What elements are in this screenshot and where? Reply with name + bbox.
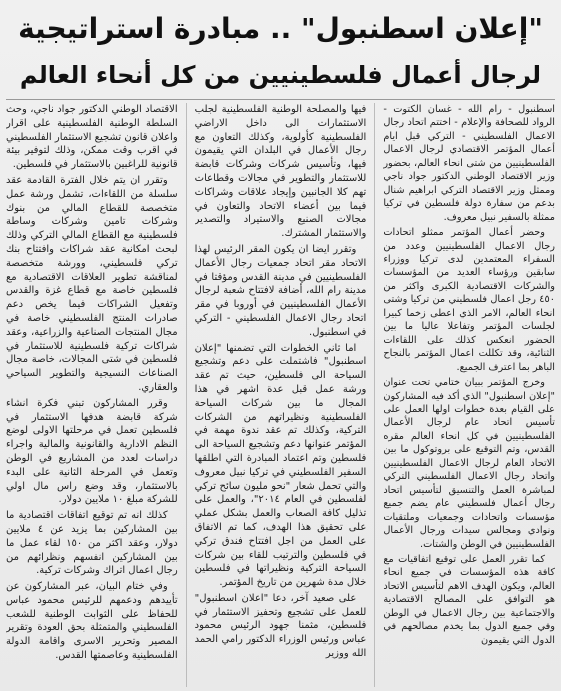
article-paragraph: كما تقرر العمل على توقيع اتفاقيات مع كافة هذه المؤسسات في جميع انحاء العالم، ويكون الهدف الاهم لتأسيس الاتحاد هو التوافق على المصالح الاقتصادية والاجتماعية بين رجال الاعمال في الوطن وفي جميع الدول بما يخدم مصالحهم في الدول التي يقيمون xyxy=(383,553,555,646)
article-paragraph: وقرر المشاركون تبني فكرة انشاء شركة قابضة هدفها الاستثمار في فلسطين تعمل في مرحلتها الاولى لوضع النظم الادارية والقانونية والمالية واجراء دراسات لعدد من المشاريع في الوطن وتعمل في المرحلة الثانية على البدء بالاستثمار، وقد وضع راس مال اولي للشركة مبلغ ١٠ ملايين دولار. xyxy=(5,397,178,506)
article-paragraph: الاقتصاد الوطني الدكتور جواد ناجي، وحث السلطة الوطنية الفلسطينية على اقرار واعلان قانون تشجيع الاستثمار الفلسطيني في اقرب وقت ممكن، وذلك لتوفير بيئة قانونية للراغبين بالاستثمار في فلسطين. xyxy=(5,104,178,171)
headline-line-1: "إعلان اسطنبول" .. مبادرة استراتيجية xyxy=(18,12,543,45)
headline-line-2: لرجال أعمال فلسطينيين من كل أنحاء العالم xyxy=(19,61,542,89)
article-paragraph: اسطنبول - رام الله - غسان الكتوت - الرواد للصحافة والإعلام - اختتم اتحاد رجال الاعمال الفلسطيني - التركي قبل ايام أعمال المؤتمر الاقتصادي لرجال الاعمال الفلسطينيين من شتى انحاء العالم، بحضور وزير الاقتصاد الوطني الدكتور جواد ناجي وممثل وزير الاقتصاد التركي ابراهيم شنال بدعم من سفارة دولة فلسطين في تركيا ممثلة بالسفير نبيل معروف. xyxy=(383,104,555,223)
article-paragraph: اما ثاني الخطوات التي تضمنها "إعلان اسطنبول" فاشتملت على دعم وتشجيع السياحة الى فلسطين، حيث تم عقد ورشة عمل قبل عدة اشهر في هذا المجال ما بين شركات السياحة الفلسطينية ونظيراتهم من الشركات التركية، وكذلك تم عقد ندوة مهمة في المؤتمر عنوانها دعم وتشجيع السياحة الى فلسطين وتم اعتماد المبادرة التي اطلقها السفير الفلسطيني في تركيا نبيل معروف والتي تحمل شعار "نحو مليون سائح تركي لفلسطين في العام ٢٠١٤"، والعمل على تذليل كافة الصعاب والعمل بشكل عملي على تحقيق هذا الهدف، كما تم الاتفاق على العمل من اجل افتتاح فندق تركي في فلسطين والترتيب للقاء بين شركات السياحة التركية ونظيراتها في فلسطين خلال مدة شهرين من تاريخ المؤتمر. xyxy=(194,342,367,589)
article-column-2 xyxy=(195,103,367,687)
article-paragraph: وتقرر ايضا ان يكون المقر الرئيس لهذا الاتحاد مقر اتحاد جمعيات رجال الأعمال الفلسطينيين في مدينة القدس ومؤقتا في مدينة رام الله، أضافة لافتتاح شعبة لرجال الأعمال الفلسطينيين في أوروبا في مقر اتحاد رجال الاعمال الفلسطيني - التركي في اسطنبول. xyxy=(194,243,367,338)
article-paragraph: وحضر أعمال المؤتمر ممثلو اتحادات رجال الاعمال الفلسطينيين وعدد من السفراء المعتمدين لدى تركيا ووزراء سابقين ورؤساء العديد من المؤسسات والشركات الاقتصادية الكبرى واكثر من ٤٥٠ رجل اعمال فلسطيني من تركيا وشتى انحاء العالم، الامر الذي اعطى زخما كبيرا لجلسات المؤتمر وتفاعلا عاليا ما بين الحضور انعكس كذلك على اللقاءات الثنائية، وقد تكللت اعمال المؤتمر بالنجاح الباهر بما اعترف الجميع. xyxy=(383,227,555,373)
article-paragraph: فيها والمصلحة الوطنية الفلسطينية لجلب الاستثمارات الى داخل الاراضي الفلسطينية كأولوية، وكذلك التعاون مع رجال الأعمال في البلدان التي يقيمون فيها، وتأسيس شركات وشركات قابضة للاستثمار والتطوير في مجالات وقطاعات تهم كلا الجانبين وإيجاد علاقات وشراكات فيما بين أعضاء الاتحاد والتعاون في مجالات الصنيع والاستيراد والتصدير والاستثمار المشترك. xyxy=(194,104,367,240)
article-paragraph: وخرج المؤتمر ببيان ختامي تحت عنوان "إعلان اسطنبول" الذي أكد فيه المشاركون على القيام بعدة خطوات اولها العمل على تأسيس اتحاد عام لرجال الأعمال الفلسطينيين في كل انحاء العالم مقره القدس، وتم التوقيع على بروتوكول ما بين الاتحاد العام لرجال الاعمال الفلسطينيين واتحاد رجال الاعمال الفلسطيني التركي لمباشرة العمل والتنسيق لتأسيس اتحاد رجال أعمال فلسطيني عام يضم جميع مؤسسات واتحادات وجمعيات وملتقيات ونوادي ومجالس سيدات ورجال الأعمال الفلسطينيين في الوطن والشتات. xyxy=(383,377,555,550)
article-paragraph: وتقرر ان يتم خلال الفترة القادمة عقد سلسلة من اللقاءات، تشمل ورشة عمل متخصصة للقطاع المالي من بنوك وشركات تامين وشركات وساطة فلسطينية مع القطاع المالي التركي وذلك لبحث امكانية عقد شراكات وافتتاح بنك تركي فلسطيني، وورشة متخصصة لمناقشة تطوير العلاقات الاقتصادية مع فلسطين خاصة مع قطاع غزة والقدس وتفعيل الشراكات فيما يخص دعم صادرات المنتج الفلسطيني خاصة في مجال المنتجات الصناعية والزراعية، وعقد شراكات تركية فلسطينية للاستثمار في فلسطين في شتى المجالات، خاصة مجال الصناعات النسيجية والتطوير السياحي والعقاري. xyxy=(5,174,178,393)
article-paragraph: وفي ختام البيان، عبر المشاركون عن تأييدهم ودعمهم للرئيس محمود عباس للحفاظ على الثوابت الوطنية للشعب الفلسطيني والمتمثلة بحق العودة وتقرير المصير وتحرير الاسرى واقامة الدولة الفلسطينية وعاصمتها القدس. xyxy=(5,581,178,662)
column-divider xyxy=(186,103,187,687)
article-body xyxy=(6,103,555,687)
article-paragraph: كذلك انه تم توقيع اتفاقات اقتصادية ما بين المشاركين بما يزيد عن ٤ ملايين دولار، وعقد اكثر من ١٥٠ لقاء عمل ما بين المشاركين انفسهم ونظرائهم من رجال اعمال اتراك وشركات تركية. xyxy=(5,510,178,577)
headline-rule xyxy=(6,99,555,100)
headline xyxy=(10,6,551,98)
article-column-3 xyxy=(6,103,178,687)
column-divider xyxy=(374,103,375,687)
article-paragraph: على صعيد آخر، دعا "اعلان اسطنبول" للعمل على تشجيع وتحفيز الاستثمار في فلسطين، مثمنا جهود الرئيس محمود عباس ورئيس الوزراء الدكتور رامي الحمد الله ووزير xyxy=(194,592,367,660)
article-column-1 xyxy=(383,103,555,687)
